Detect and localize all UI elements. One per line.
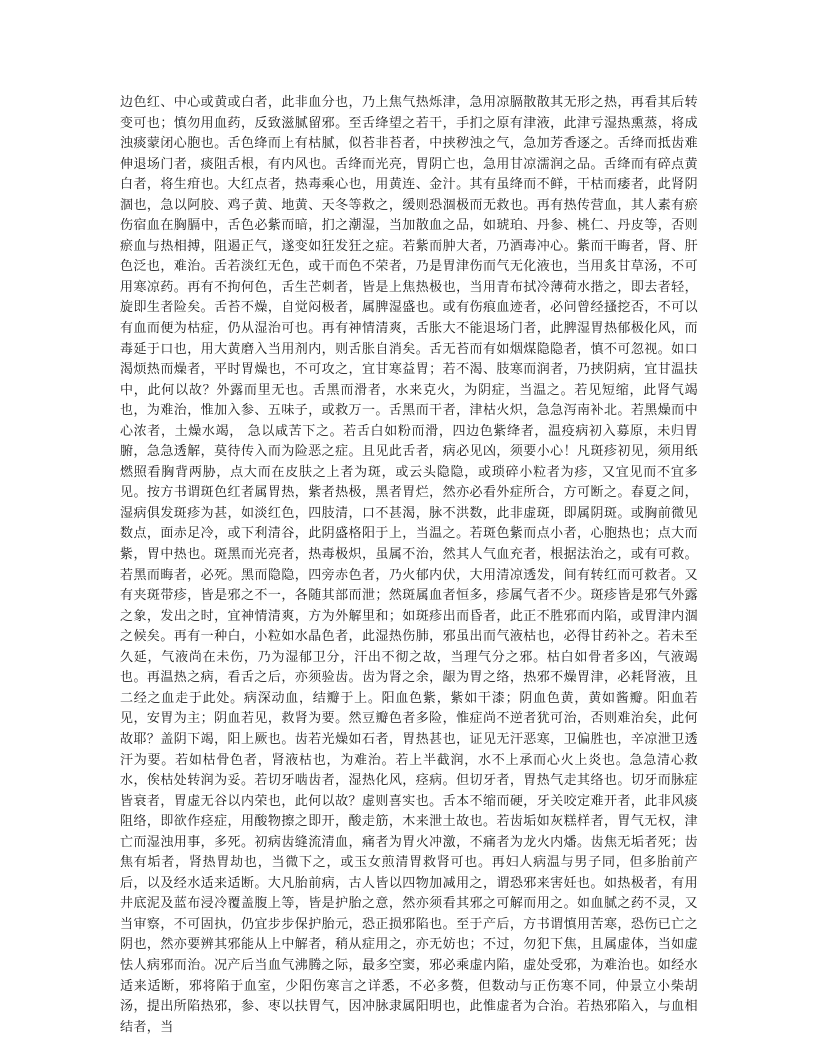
body-text	[120, 93, 698, 1038]
paragraph: 边色红、中心或黄或白者，此非血分也，乃上焦气热烁津，急用凉膈散散其无形之热，再看其后转变可也；慎勿用血药，反致滋腻留邪。至舌绛望之若干，手扪之原有津液，此津亏湿热熏蒸，将成浊痰蒙闭心胞也。舌色绛而上有枯腻，似苔非苔者，中挟秽浊之气，急加芳香逐之。舌绛而抵齿难伸退场门者，痰阻舌根，有内风也。舌绛而光亮，胃阴亡也，急用甘凉濡润之品。舌绛而有碎点黄白者，将生疳也。大红点者，热毒乘心也，用黄连、金汁。其有虽绛而不鲜，干枯而痿者，此肾阴涸也，急以阿胶、鸡子黄、地黄、天冬等救之，缓则恐涸极而无救也。再有热传营血，其人素有瘀伤宿血在胸膈中，舌色必紫而暗，扪之潮湿，当加散血之品，如琥珀、丹参、桃仁、丹皮等，否则瘀血与热相搏，阻遏正气，遂变如狂发狂之症。若紫而肿大者，乃酒毒冲心。紫而干晦者，肾、肝色泛也，难治。舌若淡红无色，或干而色不荣者，乃是胃津伤而气无化液也，当用炙甘草汤，不可用寒凉药。再有不拘何色，舌生芒刺者，皆是上焦热极也，当用青布拭冷薄荷水揩之，即去者轻，旋即生者险矣。舌苔不燥，自觉闷极者，属脾湿盛也。或有伤痕血迹者，必问曾经搔挖否，不可以有血而便为枯症，仍从湿治可也。再有神情清爽，舌胀大不能退场门者，此脾湿胃热郁极化风，而毒延于口也，用大黄磨入当用剂内，则舌胀自消矣。舌无苔而有如烟煤隐隐者，慎不可忽视。如口渴烦热而燥者，平时胃燥也，不可攻之，宜甘寒益胃；若不渴、肢寒而润者，乃挟阴病，宜甘温扶中，此何以故？外露而里无也。舌黑而滑者，水来克火，为阴症，当温之。若见短缩，此肾气竭也，为难治，惟加入参、五味子，或救万一。舌黑而干者，津枯火炽，急急泻南补北。若黑燥而中心浓者，土燥水竭， 急以咸苦下之。若舌白如粉而滑，四边色紫绛者，温疫病初入募原，未归胃腑，急急透解，莫待传入而为险恶之症。且见此舌者，病必见凶，须要小心！凡斑疹初见，须用纸燃照看胸背两胁，点大而在皮肤之上者为斑，或云头隐隐，或琐碎小粒者为疹，又宜见而不宜多见。按方书谓斑色红者属胃热，紫者热极，黑者胃烂，然亦必看外症所合，方可断之。春夏之间，湿病俱发斑疹为甚，如淡红色，四肢清，口不甚渴，脉不洪数，此非虚斑，即属阴斑。或胸前微见数点，面赤足冷，或下利清谷，此阴盛格阳于上，当温之。若斑色紫而点小者，心胞热也；点大而紫，胃中热也。斑黑而光亮者，热毒极炽，虽属不治，然其人气血充者，根据法治之，或有可救。若黑而晦者，必死。黑而隐隐，四旁赤色者，乃火郁内伏，大用清凉透发，间有转红而可救者。又有夹斑带疹，皆是邪之不一，各随其部而泄；然斑属血者恒多，疹属气者不少。斑疹皆是邪气外露之象，发出之时，宜神情清爽，方为外解里和；如斑疹出而昏者，此正不胜邪而内陷，或胃津内涸之候矣。再有一种白，小粒如水晶色者，此湿热伤肺，邪虽出而气液枯也，必得甘药补之。若未至久延，气液尚在未伤，乃为湿郁卫分，汗出不彻之故，当理气分之邪。枯白如骨者多凶，气液竭也。再温热之病，看舌之后，亦须验齿。齿为肾之余，龈为胃之络，热邪不燥胃津，必耗肾液，且二经之血走于此处。病深动血，结瓣于上。阳血色紫，紫如干漆；阴血色黄，黄如酱瓣。阳血若见，安胃为主；阴血若见，救肾为要。然豆瓣色者多险，惟症尚不逆者犹可治，否则难治矣，此何故耶？盖阴下竭，阳上厥也。齿若光燥如石者，胃热甚也，证见无汗恶寒，卫偏胜也，辛凉泄卫透汗为要。若如枯骨色者，肾液枯也，为难治。若上半截润，水不上承而心火上炎也。急急清心救水，俟枯处转润为妥。若切牙啮齿者，湿热化风，痉病。但切牙者，胃热气走其络也。切牙而脉症皆衰者，胃虚无谷以内荣也，此何以故？虚则喜实也。舌本不缩而硬，牙关咬定难开者，此非风痰阻络，即欲作痉症，用酸物擦之即开，酸走筋，木来泄土故也。若齿垢如灰糕样者，胃气无权，津亡而湿浊用事，多死。初病齿缝流清血，痛者为胃火冲激，不痛者为龙火内燔。齿焦无垢者死；齿焦有垢者，肾热胃劫也，当微下之，或玉女煎清胃救肾可也。再妇人病温与男子同，但多胎前产后，以及经水适来适断。大凡胎前病，古人皆以四物加减用之，谓恐邪来害妊也。如热极者，有用井底泥及蓝布浸冷覆盖腹上等，皆是护胎之意，然亦须看其邪之可解而用之。如血腻之药不灵，又当审察，不可固执，仍宜步步保护胎元，恐正损邪陷也。至于产后，方书谓慎用苦寒，恐伤已亡之阴也，然亦要辨其邪能从上中解者，稍从症用之，亦无妨也；不过，勿犯下焦，且属虚体，当如虚怯人病邪而治。况产后当血气沸腾之际，最多空窦，邪必乘虚内陷，虚处受邪，为难治也。如经水适来适断，邪将陷于血室，少阳伤寒言之详悉，不必多赘，但数动与正伤寒不同，仲景立小柴胡汤，提出所陷热邪，参、枣以扶胃气，因冲脉隶属阳明也，此惟虚者为合治。若热邪陷入，与血相结者，当	[120, 95, 698, 1035]
